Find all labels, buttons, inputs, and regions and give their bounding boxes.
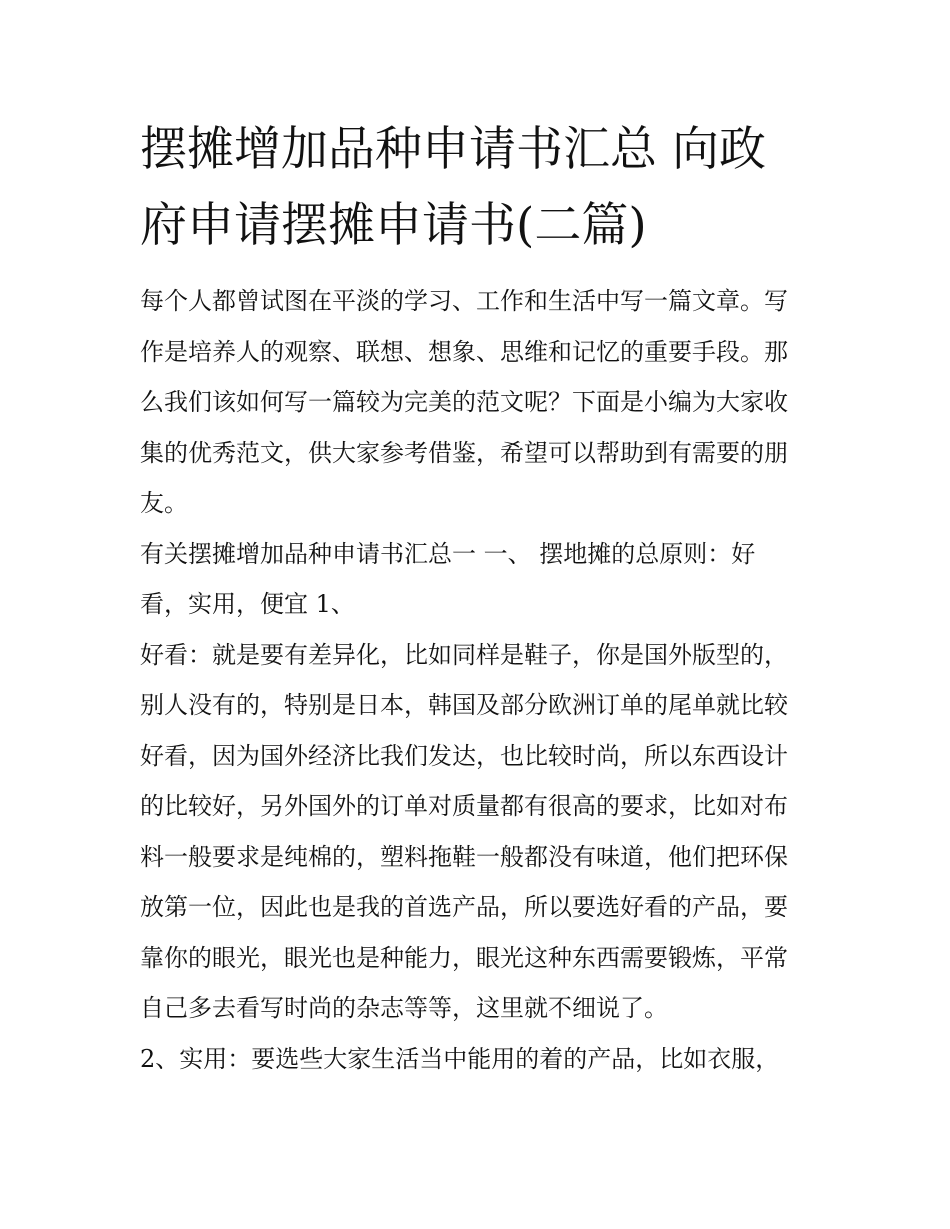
- text-line: 每个人都曾试图在平淡的学习、工作和生活中写一篇文章。写: [140, 287, 788, 315]
- text-line: 有关摆摊增加品种申请书汇总一 一、 摆地摊的总原则：好: [140, 539, 756, 568]
- title-line-2: 府申请摆摊申请书(二篇): [140, 198, 647, 253]
- good-looking-paragraph: [140, 630, 820, 1034]
- text-line: 友。: [140, 489, 188, 517]
- text-line: 料一般要求是纯棉的，塑料拖鞋一般都没有味道，他们把环保: [140, 842, 788, 871]
- text-line: 的比较好，另外国外的订单对质量都有很高的要求，比如对布: [140, 792, 788, 820]
- text-line: 作是培养人的观察、联想、想象、思维和记忆的重要手段。那: [140, 337, 788, 366]
- text-line: 好看：就是要有差异化，比如同样是鞋子，你是国外版型的，: [140, 640, 788, 669]
- text-line: 放第一位，因此也是我的首选产品，所以要选好看的产品，要: [140, 893, 788, 921]
- text-line: 2、实用：要选些大家生活当中能用的着的产品，比如衣服，: [140, 1044, 780, 1073]
- text-line: 别人没有的，特别是日本，韩国及部分欧洲订单的尾单就比较: [140, 691, 788, 719]
- text-line: 么我们该如何写一篇较为完美的范文呢？下面是小编为大家收: [140, 388, 788, 416]
- intro-paragraph: [140, 276, 820, 529]
- title-line-1: 摆摊增加品种申请书汇总 向政: [140, 122, 766, 177]
- practical-paragraph: [140, 1034, 820, 1085]
- text-line: 看，实用，便宜 1、: [140, 590, 355, 618]
- document-title: [140, 112, 820, 264]
- text-line: 好看，因为国外经济比我们发达，也比较时尚，所以东西设计: [140, 741, 788, 770]
- document-page: [140, 112, 820, 1084]
- text-line: 靠你的眼光，眼光也是种能力，眼光这种东西需要锻炼，平常: [140, 943, 788, 972]
- text-line: 自己多去看写时尚的杂志等等，这里就不细说了。: [140, 994, 668, 1022]
- text-line: 集的优秀范文，供大家参考借鉴，希望可以帮助到有需要的朋: [140, 438, 788, 467]
- section-heading-paragraph: [140, 529, 820, 630]
